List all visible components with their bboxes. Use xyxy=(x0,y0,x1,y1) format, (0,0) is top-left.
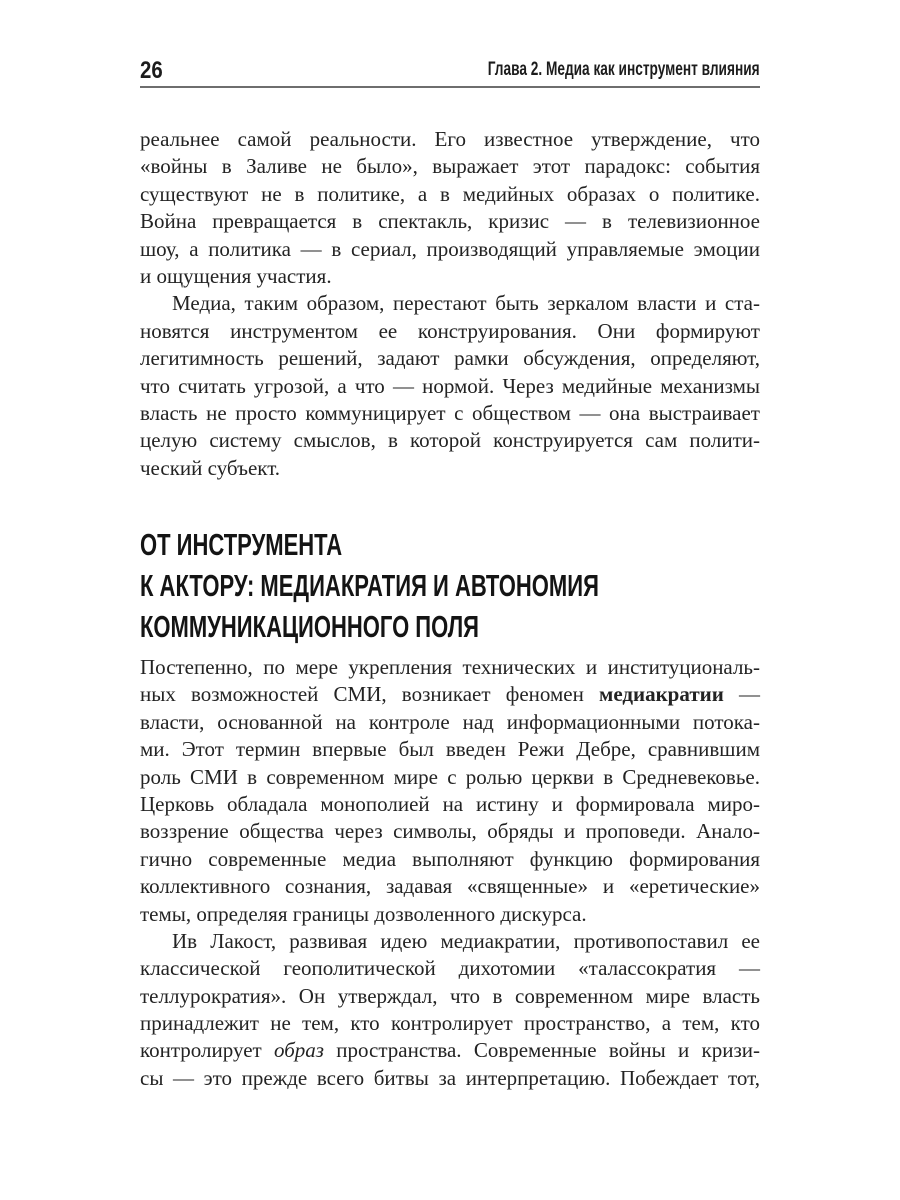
section-heading xyxy=(140,524,786,647)
text-line xyxy=(140,709,760,736)
text-line xyxy=(140,983,760,1010)
text-run: гично современные медиа выполняют функцию формирования xyxy=(140,846,760,871)
text-line xyxy=(140,654,760,681)
text-run: шоу, а политика — в сериал, производящий управляемые эмоции xyxy=(140,236,760,261)
text-run: коллективного сознания, задавая «священные» и «еретические» xyxy=(140,874,760,899)
text-line xyxy=(140,427,760,454)
text-run: принадлежит не тем, кто контролирует пространство, а тем, кто xyxy=(140,1011,760,1036)
text-line xyxy=(140,736,760,763)
text-run: теллурократия». Он утверждал, что в современном мире власть xyxy=(140,983,760,1008)
text-line xyxy=(140,955,760,982)
text-run: Постепенно, по мере укрепления технических и институциональ- xyxy=(140,655,760,679)
running-header xyxy=(140,54,760,84)
text-line xyxy=(140,400,760,427)
section-heading-line-3: КОММУНИКАЦИОННОГО ПОЛЯ xyxy=(140,609,479,644)
running-title: Глава 2. Медиа как инструмент влияния xyxy=(488,59,760,80)
header-rule xyxy=(140,86,760,88)
section-heading-line-2: К АКТОРУ: МЕДИАКРАТИЯ И АВТОНОМИЯ xyxy=(140,568,599,603)
text-line xyxy=(140,455,760,482)
section-heading-line-1: ОТ ИНСТРУМЕНТА xyxy=(140,527,343,562)
text-line xyxy=(140,1010,760,1037)
text-line xyxy=(140,791,760,818)
text-run: Ив Лакост, развивая идею медиакратии, противопоставил ее xyxy=(172,928,760,953)
text-run: Война превращается в спектакль, кризис — в телевизионное xyxy=(140,209,760,234)
text-line xyxy=(140,818,760,845)
text-line xyxy=(140,345,760,372)
text-run: Медиа, таким образом, перестают быть зеркалом власти и ста- xyxy=(172,291,760,316)
text-line xyxy=(140,126,760,153)
text-line xyxy=(140,263,760,290)
text-run: и ощущения участия. xyxy=(140,263,332,288)
text-line xyxy=(140,208,760,235)
text-run: пространства. Современные войны и кризи- xyxy=(323,1038,760,1063)
bold-term: медиакратии xyxy=(599,682,724,707)
text-run: легитимность решений, задают рамки обсуждения, определяют, xyxy=(140,346,760,371)
italic-term: образ xyxy=(273,1038,324,1063)
text-run: темы, определяя границы дозволенного дискурса. xyxy=(140,901,587,926)
text-line xyxy=(140,1037,760,1064)
text-run: целую систему смыслов, в которой конструируется сам полити- xyxy=(140,428,760,453)
text-run: Церковь обладала монополией на истину и формировала миро- xyxy=(140,791,760,816)
text-run: что считать угрозой, а что — нормой. Через медийные механизмы xyxy=(140,373,760,398)
text-run: существуют не в политике, а в медийных образах о политике. xyxy=(140,181,760,206)
text-run: ческий субъект. xyxy=(140,455,281,480)
text-line xyxy=(140,873,760,900)
text-line xyxy=(140,901,760,928)
text-run: сы — это прежде всего битвы за интерпретацию. Побеждает тот, xyxy=(140,1065,760,1090)
text-run: новятся инструментом ее конструирования. Они формируют xyxy=(140,318,760,343)
text-line xyxy=(140,153,760,180)
text-run: власти, основанной на контроле над информационными потока- xyxy=(140,709,760,734)
text-line xyxy=(140,236,760,263)
text-run: контролирует xyxy=(140,1038,274,1063)
text-run: — xyxy=(723,682,761,707)
text-line xyxy=(140,764,760,791)
text-line xyxy=(140,1065,760,1092)
text-run: ных возможностей СМИ, возникает феномен xyxy=(140,682,600,707)
body-text-upper xyxy=(140,126,760,482)
text-line xyxy=(140,373,760,400)
text-run: «войны в Заливе не было», выражает этот парадокс: события xyxy=(140,154,760,179)
body-text-lower xyxy=(140,654,760,1092)
text-line xyxy=(140,846,760,873)
text-run: власть не просто коммуницирует с обществом — она выстраивает xyxy=(140,400,760,425)
text-run: ми. Этот термин впервые был введен Режи Дебре, сравнившим xyxy=(140,737,760,762)
text-run: реальнее самой реальности. Его известное утверждение, что xyxy=(140,127,760,151)
text-run: роль СМИ в современном мире с ролью церкви в Средневековье. xyxy=(140,764,760,789)
text-line xyxy=(140,181,760,208)
page-number: 26 xyxy=(140,57,163,84)
text-line xyxy=(140,928,760,955)
text-line xyxy=(140,290,760,317)
text-line xyxy=(140,681,760,708)
text-run: воззрение общества через символы, обряды и проповеди. Анало- xyxy=(140,819,760,844)
text-line xyxy=(140,318,760,345)
text-run: классической геополитической дихотомии «талассократия — xyxy=(140,956,760,981)
